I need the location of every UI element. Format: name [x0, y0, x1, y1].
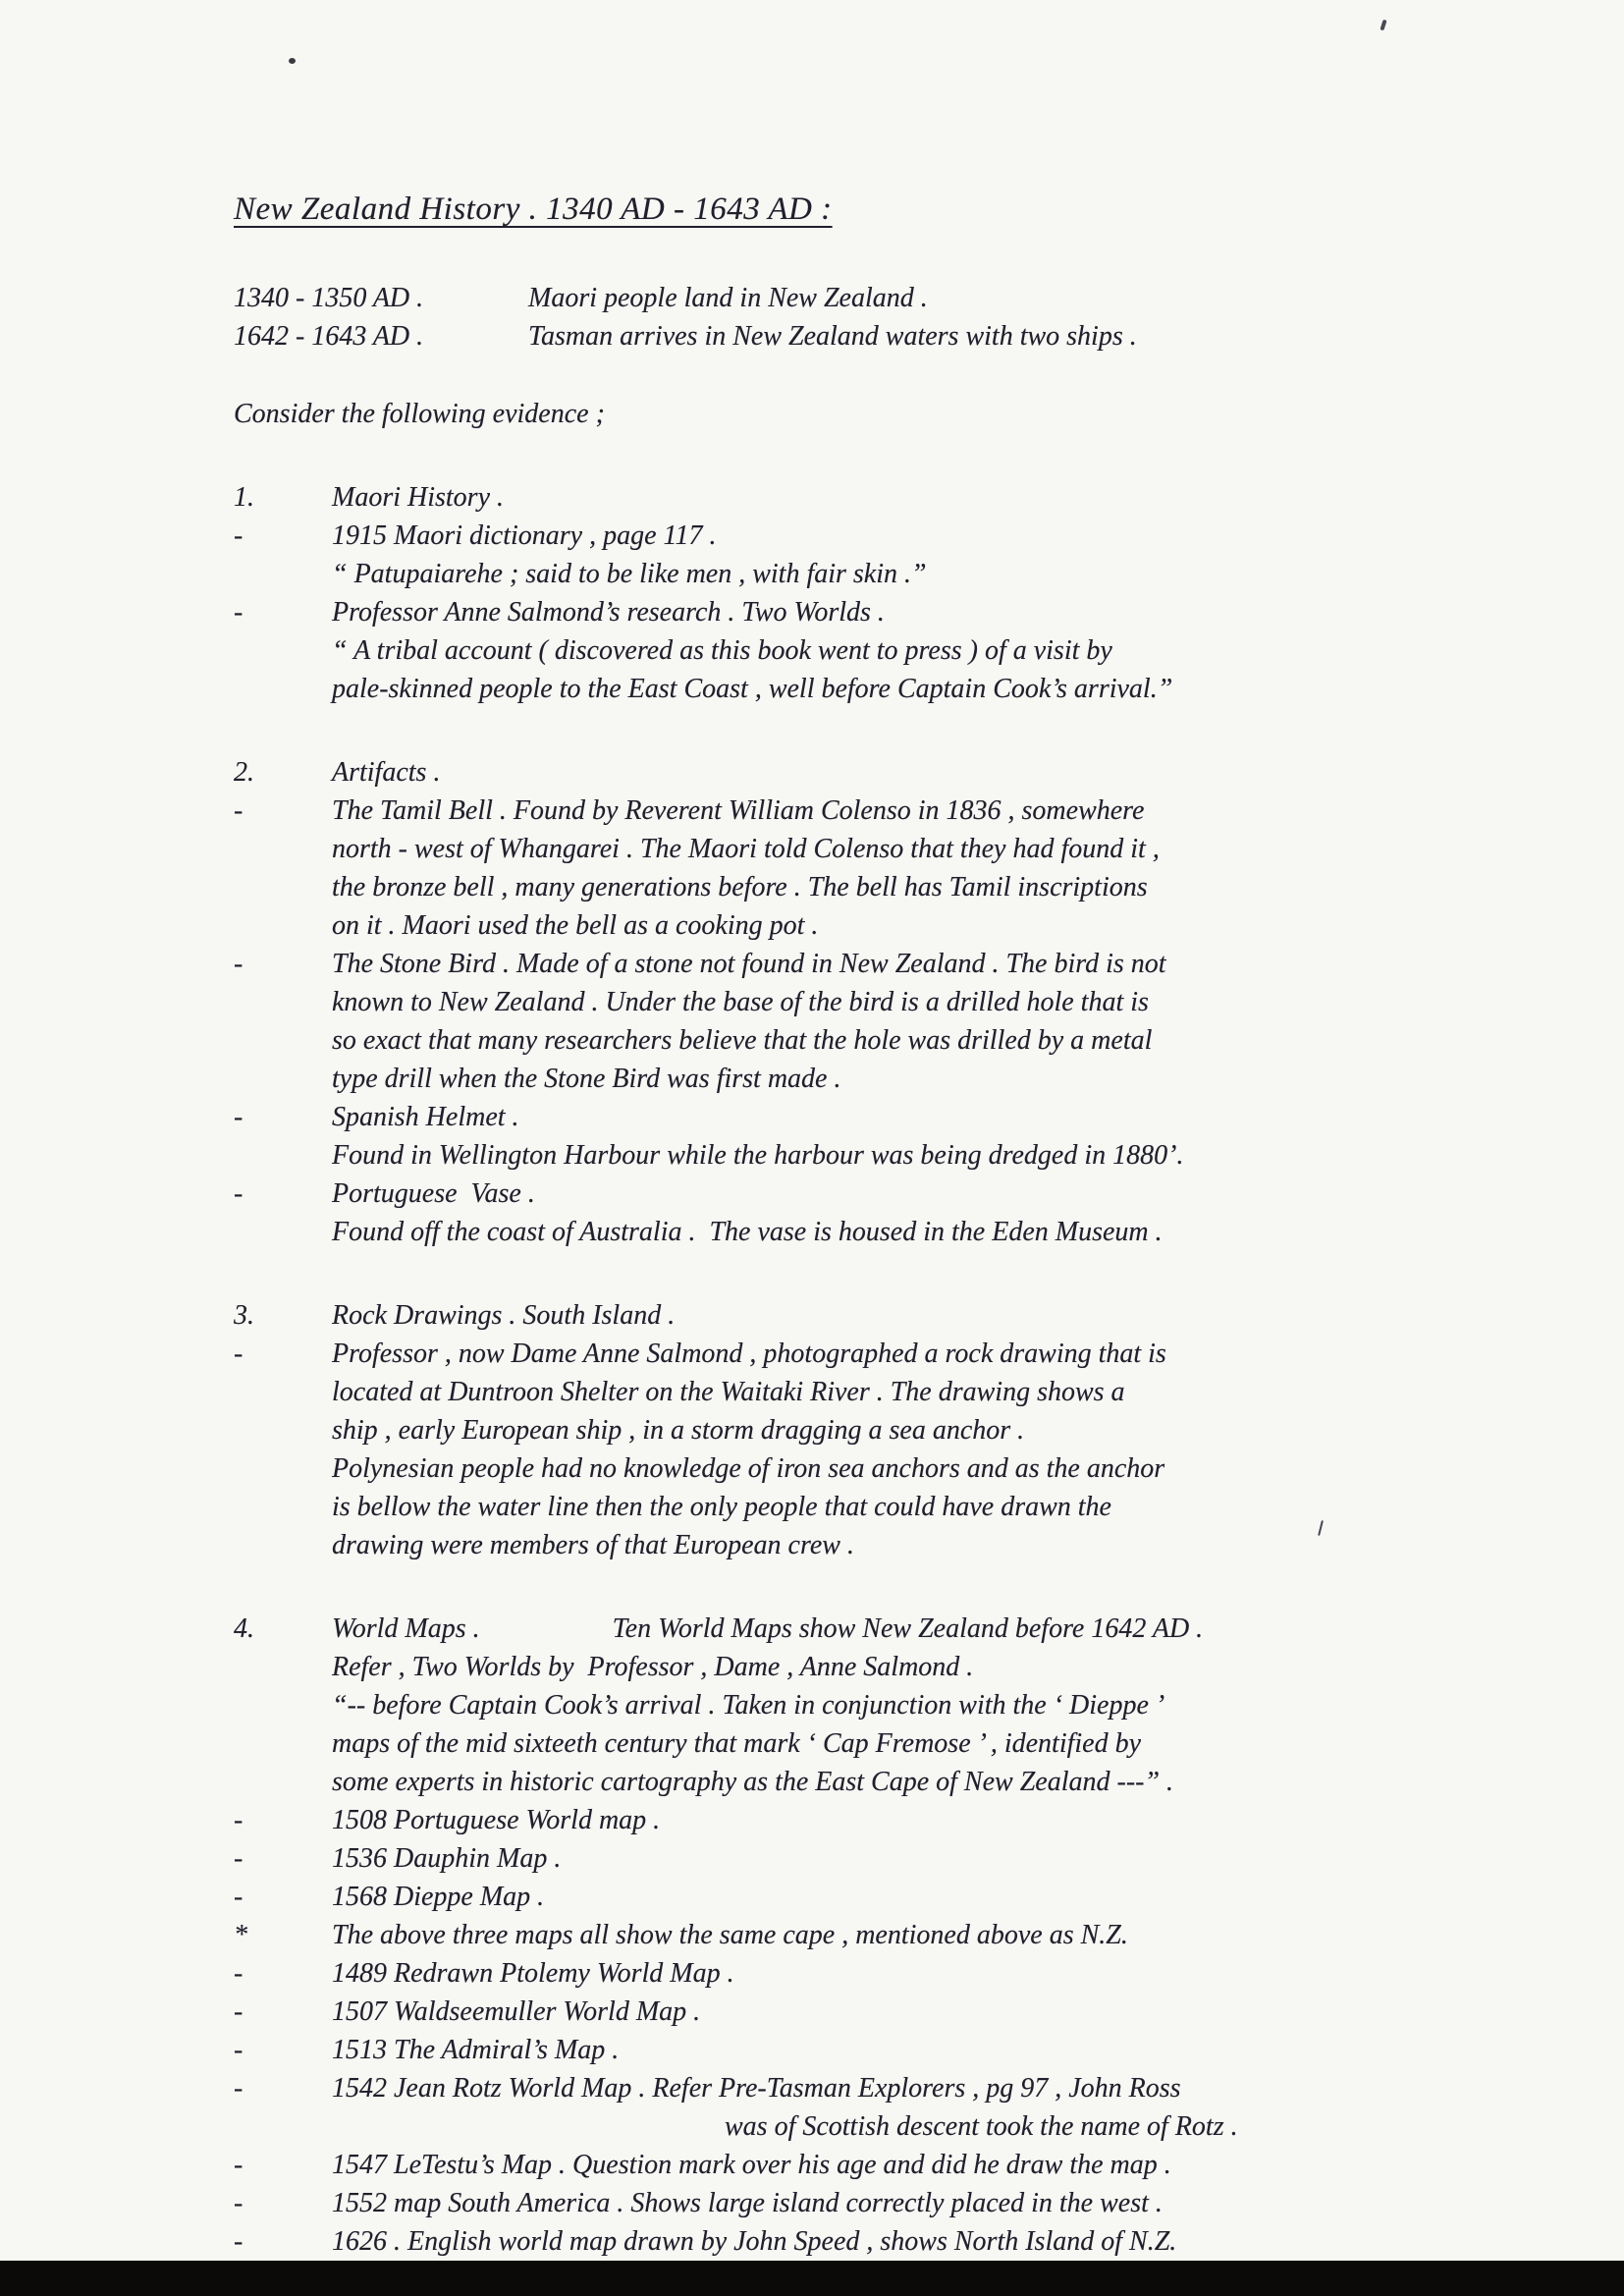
list-item — [234, 945, 1516, 1098]
item-marker: - — [234, 1339, 244, 1369]
section-heading-row — [234, 753, 1516, 792]
section-number: 2. — [234, 757, 254, 788]
section-number: 3. — [234, 1300, 254, 1331]
doc-line: The Stone Bird . Made of a stone not found in New Zealand . The bird is not — [332, 949, 1166, 979]
list-item — [234, 1839, 1516, 1878]
item-marker: - — [234, 1882, 244, 1912]
item-marker: - — [234, 2073, 244, 2104]
item-marker: - — [234, 1996, 244, 2027]
list-item — [234, 792, 1516, 945]
doc-line: The Tamil Bell . Found by Reverent William Colenso in 1836 , somewhere — [332, 795, 1145, 826]
item-text — [332, 593, 1516, 708]
timeline — [234, 279, 1516, 355]
item-marker-asterisk: * — [234, 1920, 247, 1950]
item-text — [332, 2069, 1516, 2146]
doc-line: “ Patupaiarehe ; said to be like men , with fair skin .” — [332, 559, 927, 589]
list-item — [234, 593, 1516, 708]
doc-line: so exact that many researchers believe that the hole was drilled by a metal — [332, 1025, 1153, 1056]
doc-line: Polynesian people had no knowledge of iron sea anchors and as the anchor — [332, 1453, 1165, 1484]
section-heading: Rock Drawings . South Island . — [332, 1300, 676, 1331]
list-item — [234, 2069, 1516, 2146]
list-item — [234, 1175, 1516, 1251]
section-heading-row — [234, 1610, 1516, 1648]
list-item — [234, 517, 1516, 593]
item-marker: - — [234, 1178, 244, 1209]
timeline-date: 1642 - 1643 AD . — [234, 321, 424, 352]
item-marker: - — [234, 1805, 244, 1835]
doc-line: 1513 The Admiral’s Map . — [332, 2035, 620, 2065]
list-item — [234, 2146, 1516, 2184]
section-heading-row — [234, 478, 1516, 517]
doc-line: “-- before Captain Cook’s arrival . Taken in conjunction with the ‘ Dieppe ’ — [332, 1690, 1165, 1721]
section-rock-drawings — [234, 1296, 1516, 1564]
doc-line: 1626 . English world map drawn by John Speed , shows North Island of N.Z. — [332, 2226, 1177, 2257]
item-marker: - — [234, 597, 244, 628]
item-marker: - — [234, 2188, 244, 2218]
section-heading-row — [234, 1296, 1516, 1335]
item-text — [332, 792, 1516, 945]
doc-line-indented: was of Scottish descent took the name of Rotz . — [725, 2111, 1238, 2142]
doc-line: Professor , now Dame Anne Salmond , photographed a rock drawing that is — [332, 1339, 1166, 1369]
section-heading: World Maps . — [332, 1613, 480, 1644]
item-marker: - — [234, 1102, 244, 1132]
section-intro — [234, 1648, 1516, 1801]
doc-line: drawing were members of that European crew . — [332, 1530, 854, 1560]
doc-line: 1489 Redrawn Ptolemy World Map . — [332, 1958, 734, 1989]
item-marker: - — [234, 795, 244, 826]
list-item — [234, 2184, 1516, 2222]
doc-line: Found off the coast of Australia . The vase is housed in the Eden Museum . — [332, 1217, 1163, 1247]
doc-line: ship , early European ship , in a storm dragging a sea anchor . — [332, 1415, 1025, 1446]
item-marker: - — [234, 949, 244, 979]
timeline-event: Maori people land in New Zealand . — [528, 283, 928, 313]
doc-line: Refer , Two Worlds by Professor , Dame , Anne Salmond . — [332, 1652, 974, 1682]
timeline-row — [234, 279, 1516, 317]
section-number: 1. — [234, 482, 254, 513]
doc-line: 1508 Portuguese World map . — [332, 1805, 661, 1835]
doc-line: pale-skinned people to the East Coast , well before Captain Cook’s arrival.” — [332, 674, 1173, 704]
list-item — [234, 1801, 1516, 1839]
section-world-maps — [234, 1610, 1516, 2261]
timeline-event: Tasman arrives in New Zealand waters with two ships . — [528, 321, 1137, 352]
item-text — [332, 1648, 1516, 1801]
doc-line: 1507 Waldseemuller World Map . — [332, 1996, 701, 2027]
doc-line: some experts in historic cartography as the East Cape of New Zealand ---” . — [332, 1767, 1174, 1797]
doc-line: Portuguese Vase . — [332, 1178, 535, 1209]
doc-line: on it . Maori used the bell as a cooking pot . — [332, 910, 819, 941]
item-marker: - — [234, 520, 244, 551]
list-item — [234, 1993, 1516, 2031]
list-item — [234, 1878, 1516, 1916]
item-text — [332, 1175, 1516, 1251]
item-text — [332, 1335, 1516, 1564]
list-item-note — [234, 1916, 1516, 1954]
doc-line: The above three maps all show the same cape , mentioned above as N.Z. — [332, 1920, 1128, 1950]
item-marker: - — [234, 1958, 244, 1989]
doc-line: Found in Wellington Harbour while the harbour was being dredged in 1880’. — [332, 1140, 1184, 1171]
section-maori-history — [234, 478, 1516, 708]
scan-speck — [289, 58, 296, 64]
scanner-edge-bar — [0, 2261, 1624, 2296]
doc-line: maps of the mid sixteeth century that mark ‘ Cap Fremose ’ , identified by — [332, 1728, 1142, 1759]
doc-line: north - west of Whangarei . The Maori told Colenso that they had found it , — [332, 834, 1160, 864]
section-artifacts — [234, 753, 1516, 1251]
document-title: New Zealand History . 1340 AD - 1643 AD : — [234, 191, 833, 227]
doc-line: known to New Zealand . Under the base of the bird is a drilled hole that is — [332, 987, 1149, 1017]
item-text — [332, 945, 1516, 1098]
doc-line: is bellow the water line then the only people that could have drawn the — [332, 1492, 1111, 1522]
section-number: 4. — [234, 1613, 254, 1644]
timeline-date: 1340 - 1350 AD . — [234, 283, 424, 313]
item-marker: - — [234, 2150, 244, 2180]
item-marker — [234, 1648, 332, 1801]
doc-line: 1568 Dieppe Map . — [332, 1882, 545, 1912]
section-heading-line — [332, 1610, 1516, 1648]
doc-line: located at Duntroon Shelter on the Waitaki River . The drawing shows a — [332, 1377, 1125, 1407]
list-item — [234, 1335, 1516, 1564]
section-heading-note: Ten World Maps show New Zealand before 1642 AD . — [612, 1613, 1204, 1644]
item-marker: - — [234, 2226, 244, 2257]
doc-line: 1536 Dauphin Map . — [332, 1843, 562, 1874]
evidence-intro: Consider the following evidence ; — [234, 399, 605, 429]
doc-line: 1542 Jean Rotz World Map . Refer Pre-Tasman Explorers , pg 97 , John Ross — [332, 2073, 1181, 2104]
item-marker: - — [234, 1843, 244, 1874]
doc-line: 1915 Maori dictionary , page 117 . — [332, 520, 717, 551]
doc-line: “ A tribal account ( discovered as this book went to press ) of a visit by — [332, 635, 1112, 666]
section-heading: Artifacts . — [332, 757, 441, 788]
section-heading: Maori History . — [332, 482, 504, 513]
list-item — [234, 1954, 1516, 1993]
list-item — [234, 1098, 1516, 1175]
item-text — [332, 517, 1516, 593]
list-item — [234, 2222, 1516, 2261]
item-text — [332, 1098, 1516, 1175]
timeline-row — [234, 317, 1516, 355]
doc-line: the bronze bell , many generations before . The bell has Tamil inscriptions — [332, 872, 1148, 902]
doc-line: Spanish Helmet . — [332, 1102, 519, 1132]
list-item — [234, 2031, 1516, 2069]
doc-line: Professor Anne Salmond’s research . Two Worlds . — [332, 597, 885, 628]
item-marker: - — [234, 2035, 244, 2065]
doc-line: 1547 LeTestu’s Map . Question mark over his age and did he draw the map . — [332, 2150, 1171, 2180]
doc-line: type drill when the Stone Bird was first made . — [332, 1064, 841, 1094]
doc-line: 1552 map South America . Shows large island correctly placed in the west . — [332, 2188, 1163, 2218]
